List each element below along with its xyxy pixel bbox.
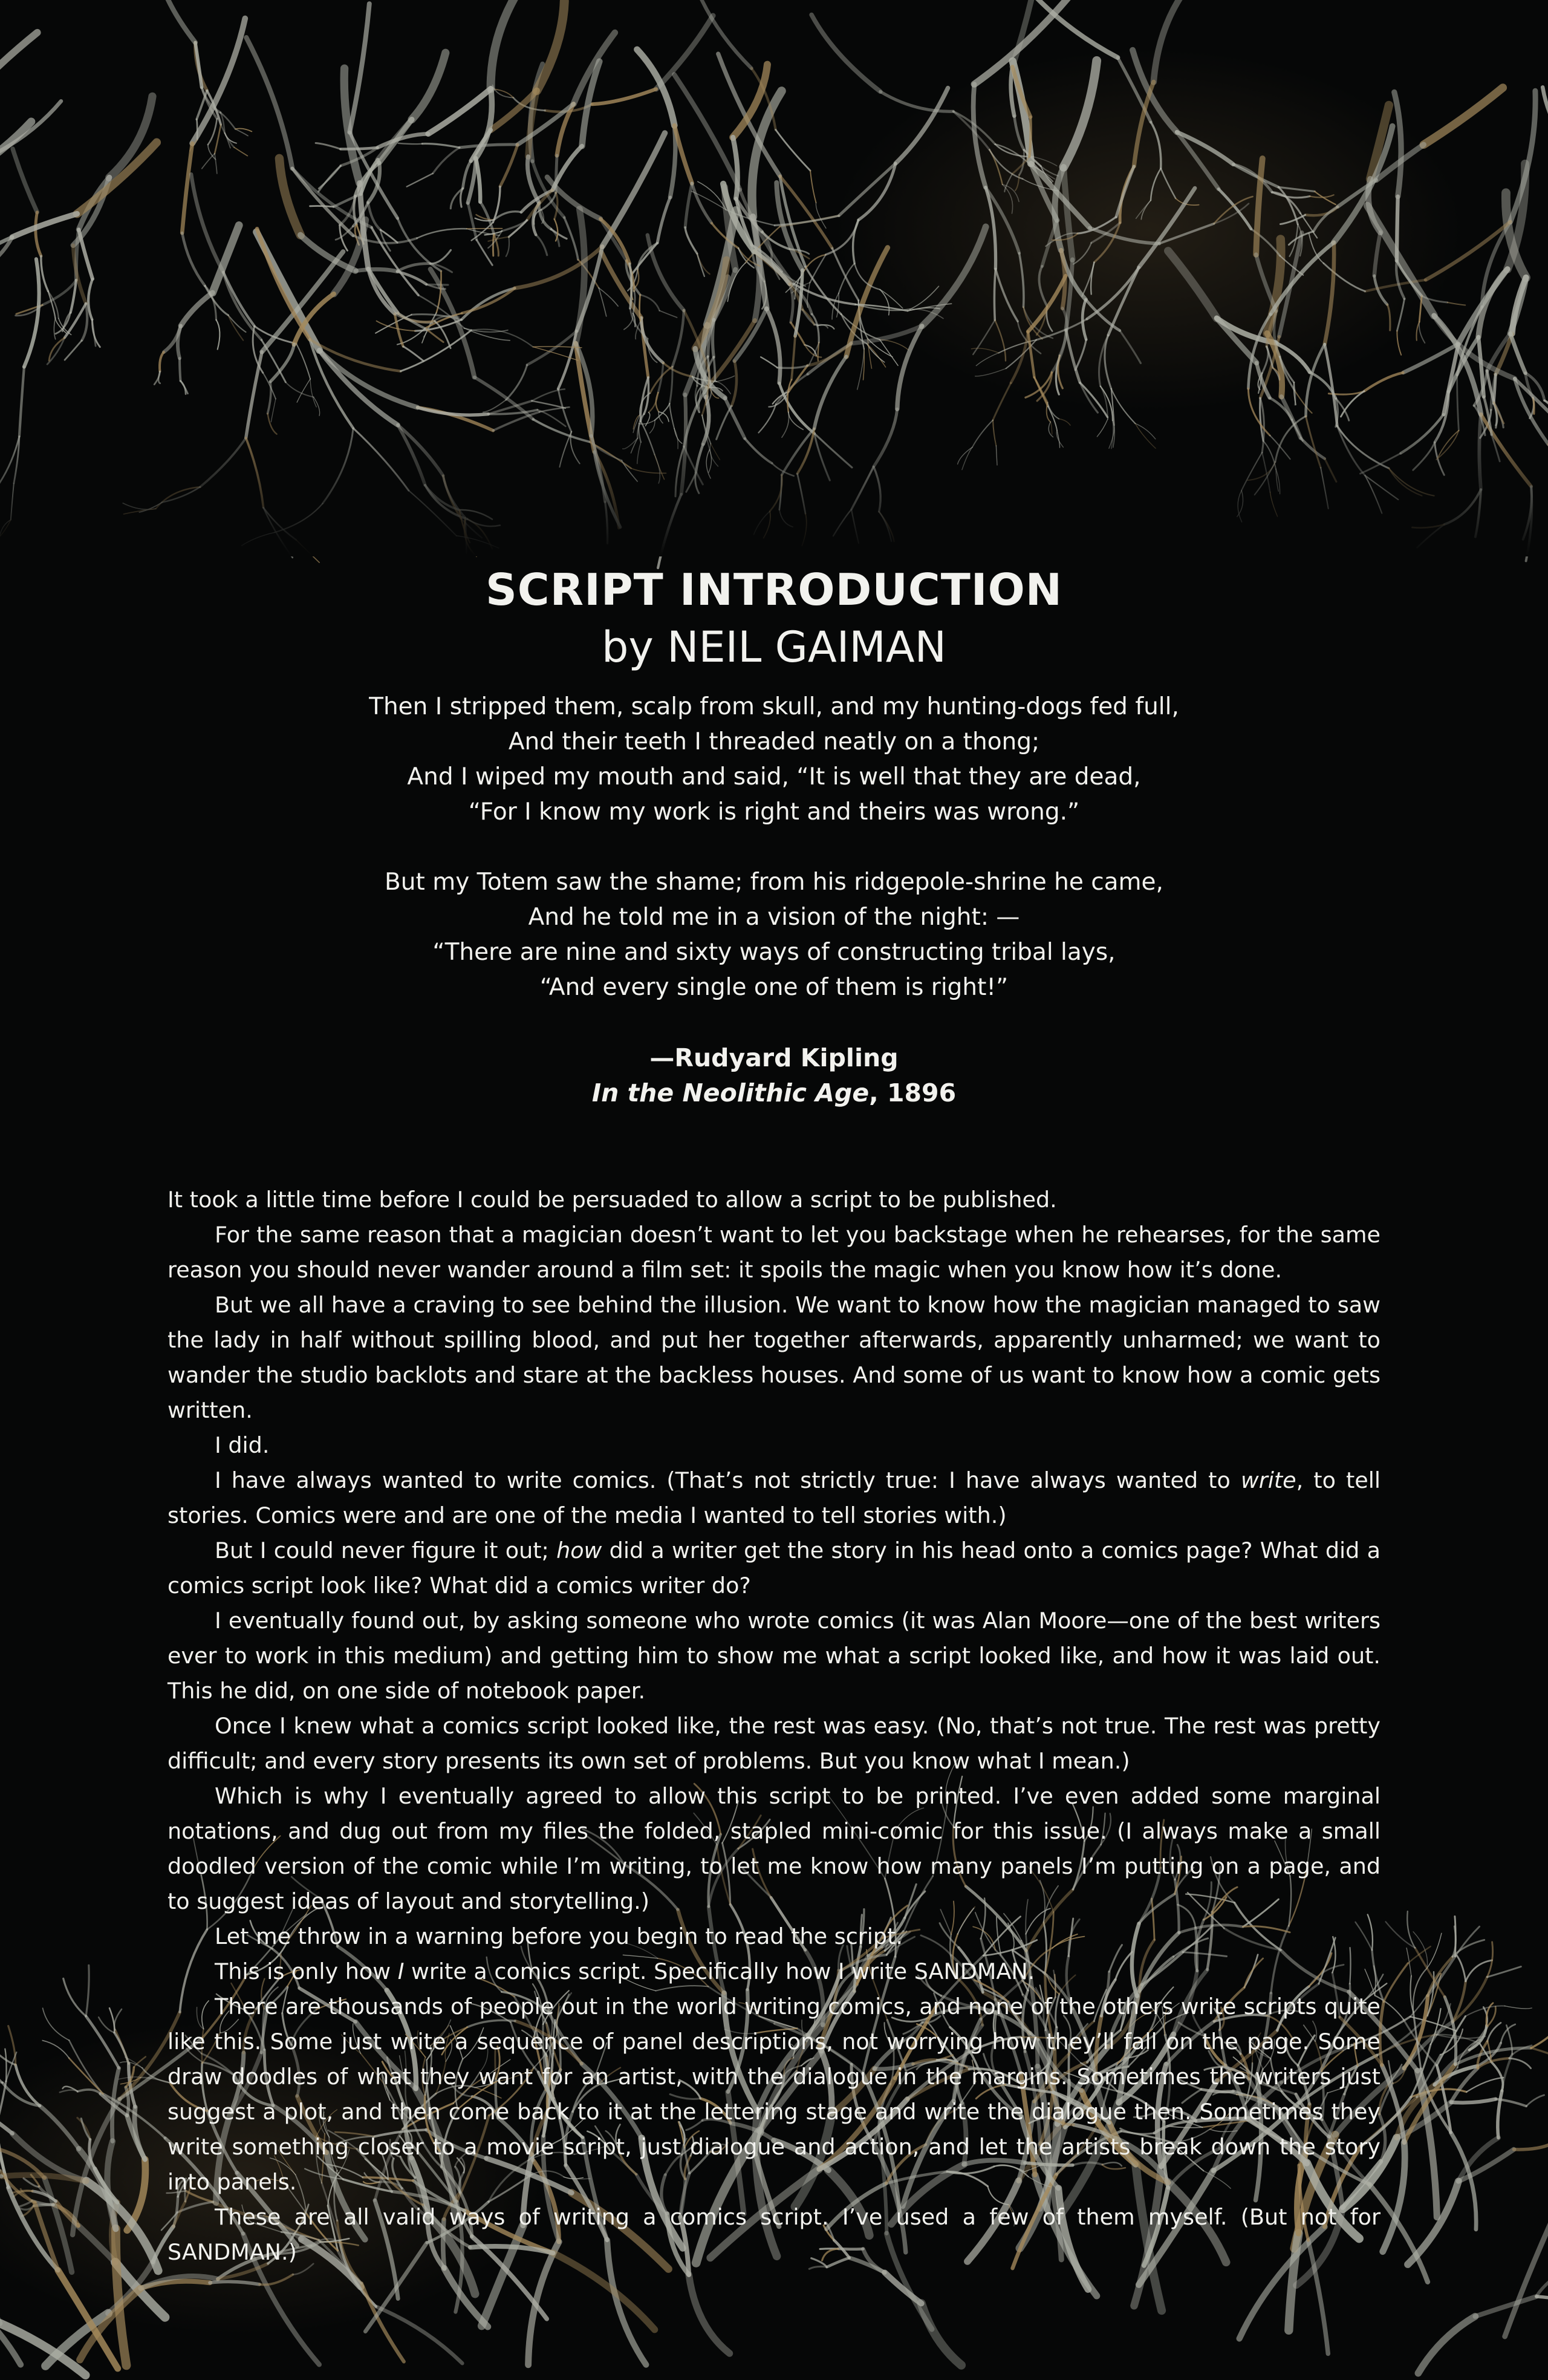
body-paragraph: [167, 1463, 1381, 1533]
byline: by NEIL GAIMAN: [601, 622, 946, 672]
body-text: But I could never figure it out;: [215, 1537, 557, 1563]
branch-stroke: [712, 319, 714, 357]
body-emphasis: how: [556, 1537, 602, 1563]
branch-stroke: [426, 284, 448, 285]
poem-line: Then I stripped them, scalp from skull, and my hunting-dogs fed full,: [369, 693, 1179, 720]
epigraph-attribution: [0, 1040, 1548, 1110]
body-paragraph: Let me throw in a warning before you begin to read the script.: [215, 1923, 903, 1949]
body-emphasis: I: [397, 1958, 405, 1984]
poem-line: And their teeth I threaded neatly on a thong;: [508, 728, 1040, 755]
body-text: , to tell stories. Comics were and are one of the media I wanted to tell stories with.): [167, 1467, 1381, 1528]
body-text: I have always wanted to write comics. (That’s not strictly true: I have always wanted to: [215, 1467, 1241, 1493]
body-paragraph: There are thousands of people out in the world writing comics, and none of the others write scripts quite like this. Some just write a sequence of panel descriptions, not worrying how they’ll fall on the page. Some draw doodles of what they want for an artist, with the dialogue in the margins. Sometimes the writers just suggest a plot, and then come back to it at the lettering stage and write the dialogue then. Sometimes they write something closer to a movie script, just dialogue and action, and let the artists break down the story into panels.: [167, 1994, 1381, 2195]
poem-line: And he told me in a vision of the night: —: [528, 904, 1020, 931]
poem-stanza: [0, 865, 1548, 1005]
body-text: This is only how: [215, 1958, 398, 1984]
body-paragraph: For the same reason that a magician doesn’t want to let you backstage when he rehearses, for the same reason you should never wander around a film set: it spoils the magic when you know how it’s done.: [167, 1222, 1381, 1283]
body-text: did a writer get the story in his head onto a comics page? What did a comics script look like? What did a comics writer do?: [167, 1537, 1381, 1599]
branch-stroke: [1029, 117, 1030, 156]
branch-stroke: [356, 269, 397, 272]
poem-line: “There are nine and sixty ways of constructing tribal lays,: [432, 939, 1116, 966]
branch-stroke: [640, 295, 641, 321]
body-paragraph: I eventually found out, by asking someone who wrote comics (it was Alan Moore—one of the best writers ever to work in this medium) and getting him to show me what a script looked like, and how it was laid out. This he did, on one side of notebook paper.: [167, 1608, 1381, 1704]
introduction-body: [167, 1182, 1381, 2270]
epigraph-source: [0, 1075, 1548, 1110]
body-paragraph: [167, 1954, 1381, 1989]
poem-line: And I wiped my mouth and said, “It is well that they are dead,: [407, 763, 1141, 791]
body-paragraph: Once I knew what a comics script looked like, the rest was easy. (No, that’s not true. The rest was pretty difficult; and every story presents its own set of problems. But you know what I mean.): [167, 1713, 1381, 1774]
body-text: write a comics script. Specifically how I write SANDMAN.: [404, 1958, 1035, 1984]
epigraph-work-title: In the Neolithic Age: [591, 1078, 870, 1107]
body-paragraph: [167, 1533, 1381, 1603]
epigraph-poem: [0, 690, 1548, 1040]
page-title: SCRIPT INTRODUCTION: [485, 564, 1063, 615]
branch-stroke: [340, 148, 377, 149]
body-paragraph: It took a little time before I could be persuaded to allow a script to be published.: [167, 1187, 1057, 1213]
body-emphasis: write: [1240, 1467, 1296, 1493]
body-paragraph: I did.: [215, 1432, 270, 1458]
epigraph-author: —Rudyard Kipling: [649, 1043, 899, 1072]
branch-stroke: [1397, 197, 1398, 261]
poem-line: “For I know my work is right and theirs was wrong.”: [468, 798, 1080, 826]
branch-stroke: [556, 155, 557, 193]
branch-stroke: [398, 143, 423, 144]
poem-line: “And every single one of them is right!”: [539, 974, 1009, 1001]
poem-line: But my Totem saw the shame; from his ridgepole-shrine he came,: [385, 869, 1163, 896]
branch-stroke: [994, 269, 995, 320]
body-paragraph: But we all have a craving to see behind the illusion. We want to know how the magician managed to saw the lady in half without spilling blood, and put her together afterwards, apparently unharmed; we want to wander the studio backlots and stare at the backless houses. And some of us want to know how a comic gets written.: [167, 1292, 1381, 1423]
epigraph-work-year: , 1896: [869, 1078, 957, 1107]
branch-stroke: [180, 358, 181, 380]
body-paragraph: Which is why I eventually agreed to allow this script to be printed. I’ve even added some marginal notations, and dug out from my files the folded, stapled mini-comic for this issue. (I always make a small doodled version of the comic while I’m writing, to let me know how many panels I’m putting on a page, and to suggest ideas of layout and storytelling.): [167, 1783, 1381, 1914]
body-paragraph: These are all valid ways of writing a comics script. I’ve used a few of them myself. (But not for SANDMAN.): [167, 2204, 1381, 2265]
poem-stanza: [0, 690, 1548, 830]
